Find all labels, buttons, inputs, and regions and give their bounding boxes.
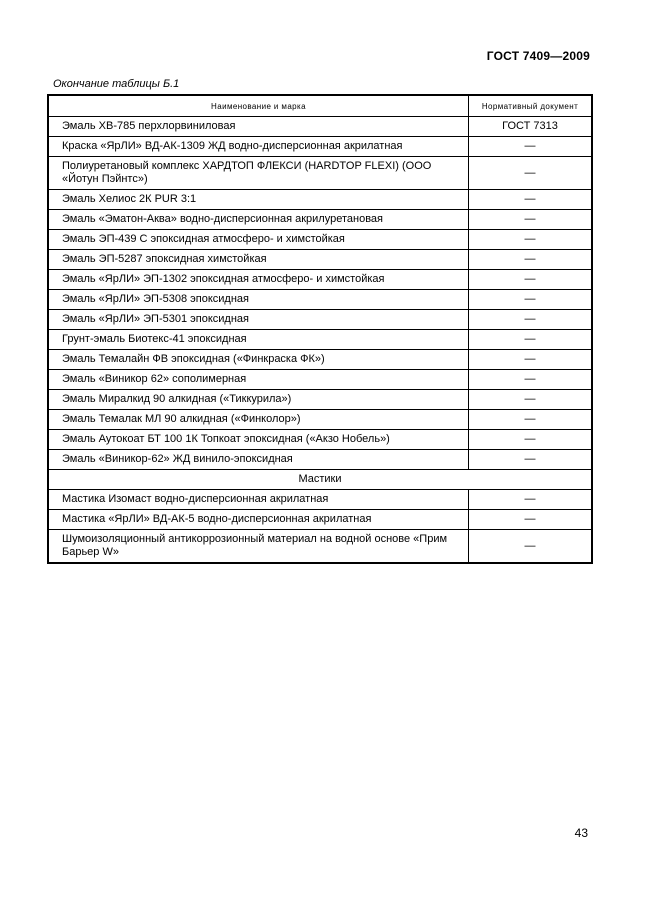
row-name-cell: Мастика «ЯрЛИ» ВД-АК-5 водно-дисперсионная акрилатная [48,510,469,530]
row-doc-cell: — [469,210,593,230]
table-row [48,510,592,530]
row-name-cell: Эмаль Темалак МЛ 90 алкидная («Финколор») [48,410,469,430]
row-name-cell: Шумоизоляционный антикоррозионный материал на водной основе «Прим Барьер W» [48,530,469,564]
column-header-doc: Нормативный документ [469,95,593,117]
row-name-cell: Эмаль «ЯрЛИ» ЭП-5301 эпоксидная [48,310,469,330]
table-row [48,137,592,157]
row-name-cell: Эмаль Аутокоат БТ 100 1К Топкоат эпоксидная («Акзо Нобель») [48,430,469,450]
row-doc-cell: — [469,450,593,470]
table-row [48,530,592,564]
row-doc-cell: — [469,157,593,190]
table-b1 [47,94,593,564]
table-row [48,350,592,370]
row-name-cell: Эмаль Миралкид 90 алкидная («Тиккурила») [48,390,469,410]
row-name-cell: Грунт-эмаль Биотекс-41 эпоксидная [48,330,469,350]
table-row [48,190,592,210]
row-doc-cell: — [469,137,593,157]
section-row [48,470,592,490]
table-row [48,230,592,250]
row-doc-cell: — [469,370,593,390]
table-body [48,117,592,564]
table-caption: Окончание таблицы Б.1 [53,78,180,90]
table-row [48,450,592,470]
table-row [48,430,592,450]
row-name-cell: Эмаль Хелиос 2К PUR 3:1 [48,190,469,210]
row-name-cell: Эмаль «Виникор-62» ЖД винило-эпоксидная [48,450,469,470]
row-doc-cell: — [469,190,593,210]
row-doc-cell: — [469,530,593,564]
row-name-cell: Эмаль ХВ-785 перхлорвиниловая [48,117,469,137]
row-doc-cell: — [469,350,593,370]
table-row [48,310,592,330]
column-header-name: Наименование и марка [48,95,469,117]
table-header-row [48,95,592,117]
row-name-cell: Эмаль ЭП-5287 эпоксидная химстойкая [48,250,469,270]
row-doc-cell: — [469,270,593,290]
table-row [48,250,592,270]
section-title: Мастики [48,470,592,490]
table-row [48,410,592,430]
table-row [48,490,592,510]
row-name-cell: Полиуретановый комплекс ХАРДТОП ФЛЕКСИ (HARDTOP FLEXI) (ООО «Йотун Пэйнтс») [48,157,469,190]
row-doc-cell: — [469,490,593,510]
row-doc-cell: — [469,390,593,410]
row-name-cell: Краска «ЯрЛИ» ВД-АК-1309 ЖД водно-дисперсионная акрилатная [48,137,469,157]
row-doc-cell: — [469,330,593,350]
row-doc-cell: — [469,230,593,250]
row-name-cell: Мастика Изомаст водно-дисперсионная акрилатная [48,490,469,510]
table-row [48,210,592,230]
table-row [48,290,592,310]
page-number: 43 [574,826,588,840]
row-name-cell: Эмаль Темалайн ФВ эпоксидная («Финкраска ФК») [48,350,469,370]
table-row [48,157,592,190]
row-doc-cell: ГОСТ 7313 [469,117,593,137]
row-doc-cell: — [469,410,593,430]
row-doc-cell: — [469,290,593,310]
row-name-cell: Эмаль «ЯрЛИ» ЭП-1302 эпоксидная атмосферо- и химстойкая [48,270,469,290]
row-name-cell: Эмаль ЭП-439 С эпоксидная атмосферо- и химстойкая [48,230,469,250]
row-name-cell: Эмаль «Виникор 62» сополимерная [48,370,469,390]
table-header [48,95,592,117]
row-doc-cell: — [469,250,593,270]
row-doc-cell: — [469,310,593,330]
table-row [48,390,592,410]
table-row [48,270,592,290]
row-doc-cell: — [469,430,593,450]
table-row [48,330,592,350]
row-doc-cell: — [469,510,593,530]
table-row [48,117,592,137]
document-header: ГОСТ 7409—2009 [486,49,590,63]
table-row [48,370,592,390]
row-name-cell: Эмаль «ЯрЛИ» ЭП-5308 эпоксидная [48,290,469,310]
row-name-cell: Эмаль «Эматон-Аква» водно-дисперсионная акрилуретановая [48,210,469,230]
